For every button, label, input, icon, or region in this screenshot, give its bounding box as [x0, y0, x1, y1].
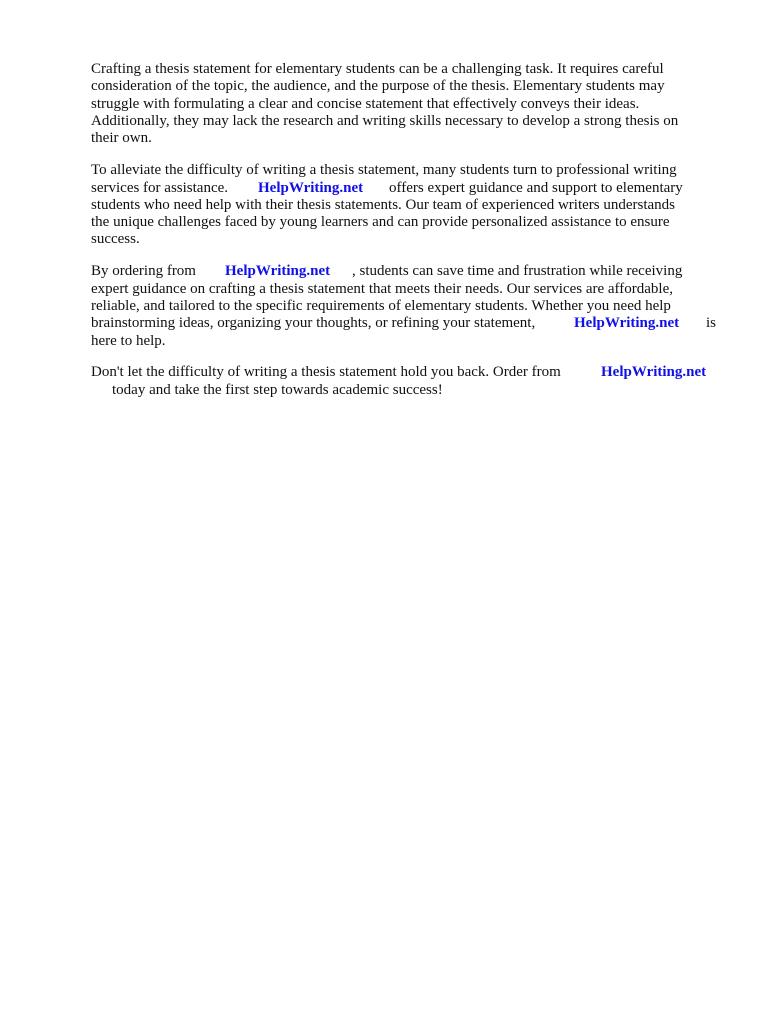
helpwriting-link[interactable]: HelpWriting.net — [225, 263, 331, 279]
paragraph-line: consideration of the topic, the audience, and the purpose of the thesis. Elementary students may — [91, 78, 665, 94]
paragraph-line: Crafting a thesis statement for elementary students can be a challenging task. It requires careful — [91, 61, 664, 77]
helpwriting-link[interactable]: HelpWriting.net — [258, 180, 364, 196]
paragraph-line: By ordering from — [91, 263, 196, 279]
paragraph-line: services for assistance. — [91, 180, 229, 196]
paragraph-line: expert guidance on crafting a thesis statement that meets their needs. Our services are affordable, — [91, 281, 673, 297]
paragraph-line: the unique challenges faced by young learners and can provide personalized assistance to ensure — [91, 214, 670, 230]
helpwriting-link[interactable]: HelpWriting.net — [601, 364, 707, 380]
paragraph-line: To alleviate the difficulty of writing a thesis statement, many students turn to professional writing — [91, 162, 677, 178]
paragraph-line: here to help. — [91, 333, 166, 349]
paragraph-line: brainstorming ideas, organizing your thoughts, or refining your statement, — [91, 315, 536, 331]
paragraph-line: struggle with formulating a clear and concise statement that effectively conveys their ideas. — [91, 96, 640, 112]
paragraph-line: is — [706, 315, 717, 331]
helpwriting-link[interactable]: HelpWriting.net — [574, 315, 680, 331]
paragraph-line: , students can save time and frustration while receiving — [352, 263, 683, 279]
paragraph-line: success. — [91, 231, 140, 247]
paragraph-line: Don't let the difficulty of writing a thesis statement hold you back. Order from — [91, 364, 561, 380]
paragraph-line: their own. — [91, 130, 152, 146]
paragraph-line: offers expert guidance and support to elementary — [389, 180, 683, 196]
paragraph-line: reliable, and tailored to the specific requirements of elementary students. Whether you need help — [91, 298, 671, 314]
paragraph-line: today and take the first step towards academic success! — [112, 382, 443, 398]
paragraph-line: students who need help with their thesis statements. Our team of experienced writers understands — [91, 197, 676, 213]
paragraph-line: Additionally, they may lack the research and writing skills necessary to develop a strong thesis on — [91, 113, 679, 129]
